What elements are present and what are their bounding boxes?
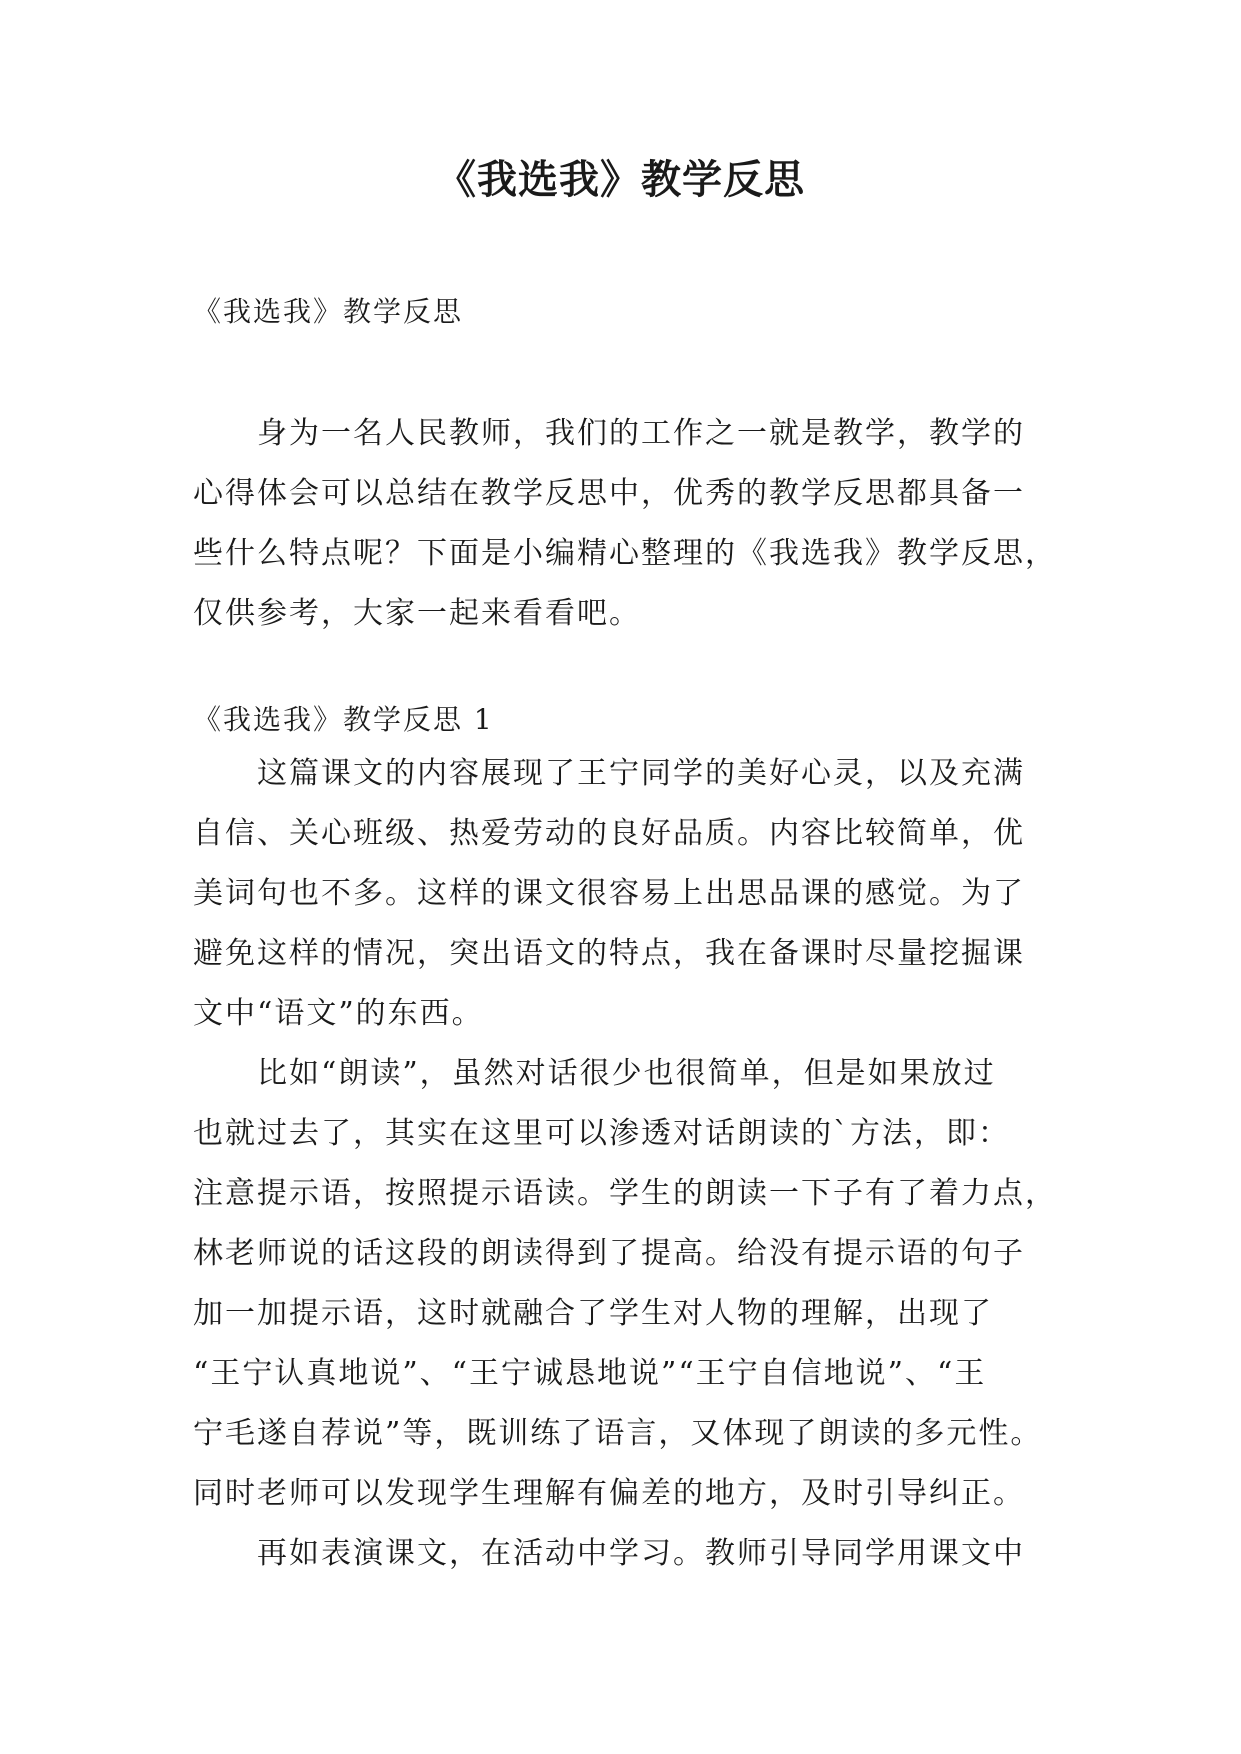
paragraph-line: 避免这样的情况，突出语文的特点，我在备课时尽量挖掘课 — [193, 936, 1025, 971]
document-title: 《我选我》教学反思 — [436, 157, 805, 203]
intro-line: 心得体会可以总结在教学反思中，优秀的教学反思都具备一 — [193, 476, 1025, 511]
intro-paragraph — [193, 404, 1057, 644]
paragraph-line: 宁毛遂自荐说”等，既训练了语言，又体现了朗读的多元性。 — [193, 1416, 1043, 1451]
paragraph-line: 文中“语文”的东西。 — [193, 996, 484, 1031]
paragraph-line: 比如“朗读”，虽然对话很少也很简单，但是如果放过 — [257, 1056, 996, 1091]
paragraph-line: 加一加提示语，这时就融合了学生对人物的理解，出现了 — [193, 1296, 993, 1331]
paragraph-line: 也就过去了，其实在这里可以渗透对话朗读的`方法，即： — [193, 1116, 1010, 1151]
paragraph-line: 同时老师可以发现学生理解有偏差的地方，及时引导纠正。 — [193, 1476, 1025, 1511]
paragraph-line: 再如表演课文，在活动中学习。教师引导同学用课文中 — [257, 1536, 1025, 1571]
paragraph-line: 美词句也不多。这样的课文很容易上出思品课的感觉。为了 — [193, 876, 1025, 911]
paragraph-line: 这篇课文的内容展现了王宁同学的美好心灵，以及充满 — [257, 756, 1025, 791]
paragraph-line: 注意提示语，按照提示语读。学生的朗读一下子有了着力点， — [193, 1176, 1057, 1211]
document-subtitle: 《我选我》教学反思 — [193, 295, 464, 328]
intro-line: 些什么特点呢？下面是小编精心整理的《我选我》教学反思， — [193, 536, 1057, 571]
paragraph-line: “王宁认真地说”、“王宁诚恳地说”“王宁自信地说”、“王 — [193, 1356, 987, 1391]
section-heading: 《我选我》教学反思 1 — [193, 703, 494, 736]
section-body — [193, 744, 1057, 1584]
intro-line: 仅供参考，大家一起来看看吧。 — [193, 596, 641, 631]
intro-line: 身为一名人民教师，我们的工作之一就是教学，教学的 — [257, 416, 1025, 451]
paragraph-line: 自信、关心班级、热爱劳动的良好品质。内容比较简单，优 — [193, 816, 1025, 851]
paragraph-line: 林老师说的话这段的朗读得到了提高。给没有提示语的句子 — [193, 1236, 1025, 1271]
